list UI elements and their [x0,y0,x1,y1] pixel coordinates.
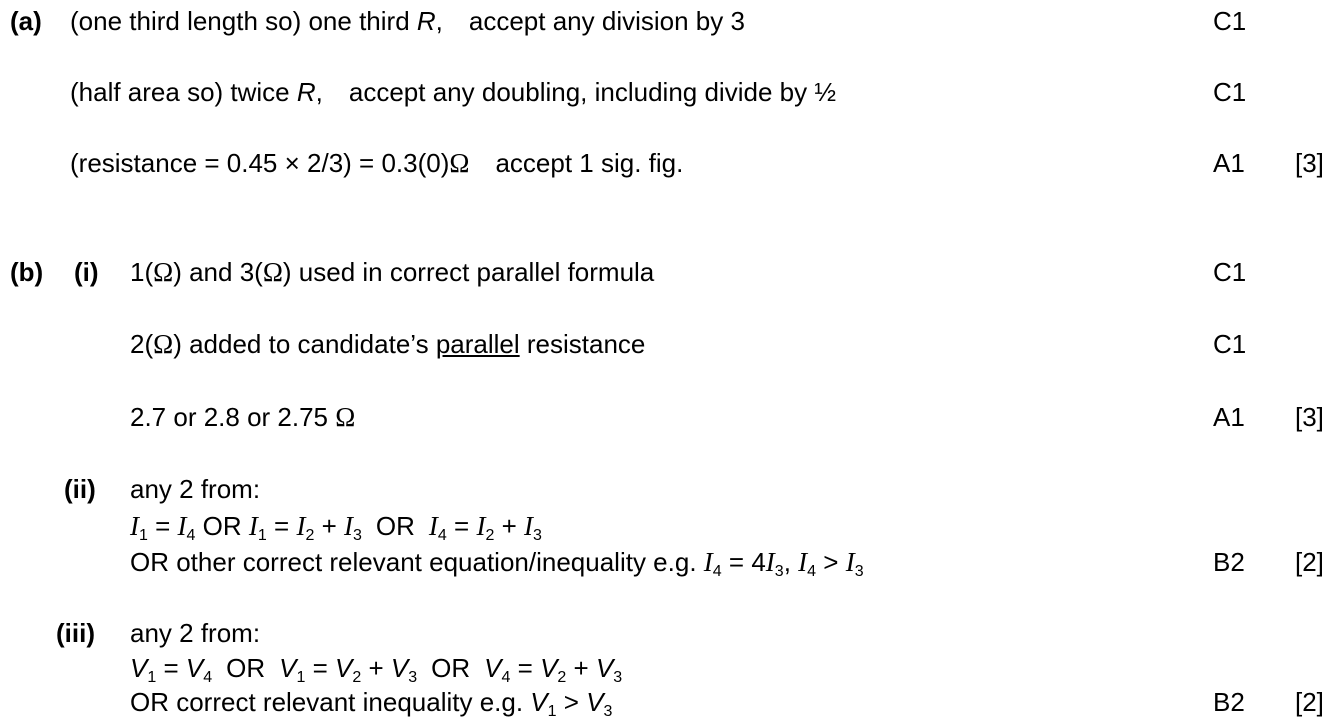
text: 2.7 or 2.8 or 2.75 [130,402,336,432]
resistance-symbol: R [416,6,436,36]
text: ) used in correct parallel formula [282,257,655,287]
total-marks: [2] [1295,547,1324,577]
part-b-iii-label: (iii) [56,618,95,648]
mark-code: C1 [1213,77,1247,107]
ohm-symbol: Ω [262,257,283,287]
part-b-ii-intro: any 2 from: [130,474,261,504]
part-b-i-label: (i) [74,257,99,287]
mark-code: B2 [1213,547,1245,577]
underlined-word: parallel [435,329,520,359]
total-marks: [2] [1295,687,1324,717]
text: , [435,6,443,36]
mark-code: C1 [1213,6,1247,36]
resistance-symbol: R [296,77,316,107]
marking-note: accept any division by 3 [468,6,745,36]
part-b-ii-equations: $I_1 = I_4$ OR $I_1 = I_2 + I_3$ OR $I_4 = I_2 + I_3$ [130,511,542,544]
text: (half area so) twice [70,77,297,107]
text: (one third length so) one third [70,6,417,36]
mark-code: C1 [1213,257,1247,287]
ohm-symbol: Ω [335,402,356,432]
mark-code: B2 [1213,687,1245,717]
part-a-line-3 [70,148,683,178]
mark-code: A1 [1213,402,1245,432]
text: resistance [519,329,646,359]
ohm-symbol: Ω [449,148,470,178]
text: ) added to candidate’s [173,329,436,359]
ohm-symbol: Ω [153,329,174,359]
part-b-i-line-1 [130,257,654,287]
marking-note: accept 1 sig. fig. [495,148,684,178]
part-b-i-line-2 [130,329,645,359]
text: OR correct relevant inequality e.g. [130,687,531,717]
part-a-line-2 [70,77,836,107]
total-marks: [3] [1295,402,1324,432]
text: ) and 3( [173,257,263,287]
mark-code: C1 [1213,329,1247,359]
text: (resistance = 0.45 × 2/3) = 0.3(0) [70,148,450,178]
part-a-line-1 [70,6,745,36]
part-b-iii-intro: any 2 from: [130,618,261,648]
text: , [315,77,323,107]
part-b-iii-equations: $V_1 = V_4$ OR $V_1 = V_2 + V_3$ OR $V_4 = V_2 + V_3$ [130,653,623,686]
part-b-ii-line-3: OR other correct relevant equation/inequality e.g. $I_4 = 4I_3$, $I_4 > I_3$ [130,547,864,580]
text: 2( [130,329,154,359]
total-marks: [3] [1295,148,1324,178]
text: OR other correct relevant equation/inequality e.g. [130,547,704,577]
ohm-symbol: Ω [153,257,174,287]
text: 1( [130,257,154,287]
mark-code: A1 [1213,148,1245,178]
part-b-label: (b) [10,257,44,287]
part-a-label: (a) [10,6,42,36]
part-b-ii-label: (ii) [64,474,96,504]
marking-note: accept any doubling, including divide by ½ [348,77,836,107]
part-b-iii-line-3: OR correct relevant inequality e.g. $V_1 > V_3$ [130,687,613,720]
part-b-i-line-3 [130,402,355,432]
